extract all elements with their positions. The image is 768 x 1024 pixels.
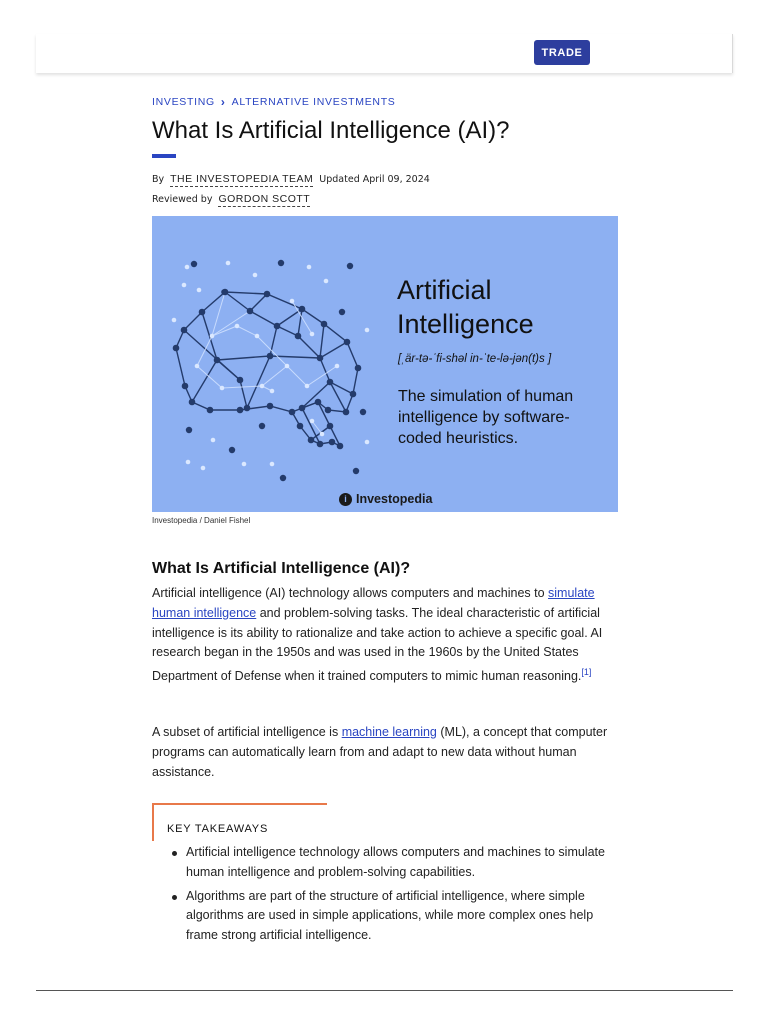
top-navigation-bar: [36, 34, 733, 73]
article: [152, 94, 618, 943]
breadcrumb-item-alternative-investments[interactable]: ALTERNATIVE INVESTMENTS: [231, 96, 396, 108]
takeaways-accent-top: [152, 803, 327, 805]
section-heading: What Is Artificial Intelligence (AI)?: [152, 560, 411, 577]
byline: [152, 173, 618, 187]
page-title: What Is Artificial Intelligence (AI)?: [152, 117, 510, 144]
reviewed-by: [152, 193, 618, 207]
investopedia-logo: [339, 492, 432, 506]
paragraph-intro: [152, 584, 622, 687]
chevron-right-icon: ›: [220, 95, 226, 109]
paragraph-text: and problem-solving tasks. The ideal characteristic of artificial intelligence is its ability to rationalize and take action to achieve a specific goal. AI research began in the 1950s and was used in the 1960s by the United States Department of Defense when it trained computers to mimic human reasoning.: [152, 605, 603, 684]
citation-link[interactable]: [1]: [581, 667, 592, 678]
updated-date: Updated April 09, 2024: [319, 174, 430, 185]
list-item: [172, 887, 612, 946]
takeaways-list: [172, 843, 612, 950]
by-label: By: [152, 174, 165, 185]
breadcrumb: [152, 94, 618, 110]
takeaways-heading: KEY TAKEAWAYS: [167, 823, 269, 835]
list-item: [172, 843, 612, 883]
bullet-icon: [172, 895, 177, 900]
paragraph-machine-learning: [152, 723, 622, 782]
machine-learning-link[interactable]: machine learning: [341, 725, 437, 739]
hero-image: [152, 216, 618, 512]
takeaways-accent-left: [152, 803, 154, 841]
hero-definition: The simulation of human intelligence by software-coded heuristics.: [398, 388, 574, 447]
trade-button[interactable]: TRADE: [534, 40, 590, 65]
paragraph-text: A subset of artificial intelligence is: [152, 725, 342, 739]
reviewed-label: Reviewed by: [152, 194, 213, 205]
paragraph-text: Artificial intelligence (AI) technology allows computers and machines to: [152, 586, 549, 600]
investopedia-logo-icon: i: [339, 493, 352, 506]
bullet-icon: [172, 851, 177, 856]
author-link[interactable]: THE INVESTOPEDIA TEAM: [170, 173, 314, 185]
investopedia-logo-text: Investopedia: [356, 492, 433, 506]
list-item-text: Artificial intelligence technology allows computers and machines to simulate human intelligence and problem-solving capabilities.: [186, 845, 605, 879]
paragraph-text: (ML), a concept that computer programs can automatically learn from and adapt to new data without human assistance.: [152, 725, 608, 779]
breadcrumb-item-investing[interactable]: INVESTING: [152, 96, 215, 108]
image-caption: Investopedia / Daniel Fishel: [152, 516, 251, 525]
list-item-text: Algorithms are part of the structure of artificial intelligence, where simple algorithms are used in simple applications, while more complex ones help frame strong artificial intelligence.: [186, 888, 594, 943]
key-takeaways-box: [152, 803, 618, 945]
hero-title: Artificial Intelligence: [397, 275, 534, 339]
reviewer-link[interactable]: GORDON SCOTT: [218, 193, 311, 205]
footer-divider: [36, 990, 733, 991]
title-accent-rule: [152, 154, 176, 158]
simulate-human-intelligence-link[interactable]: simulate human intelligence: [152, 586, 595, 620]
hero-pronunciation: [ˌär-tə-ˈfi-shəl in-ˈte-lə-jən(t)s ]: [398, 353, 552, 365]
